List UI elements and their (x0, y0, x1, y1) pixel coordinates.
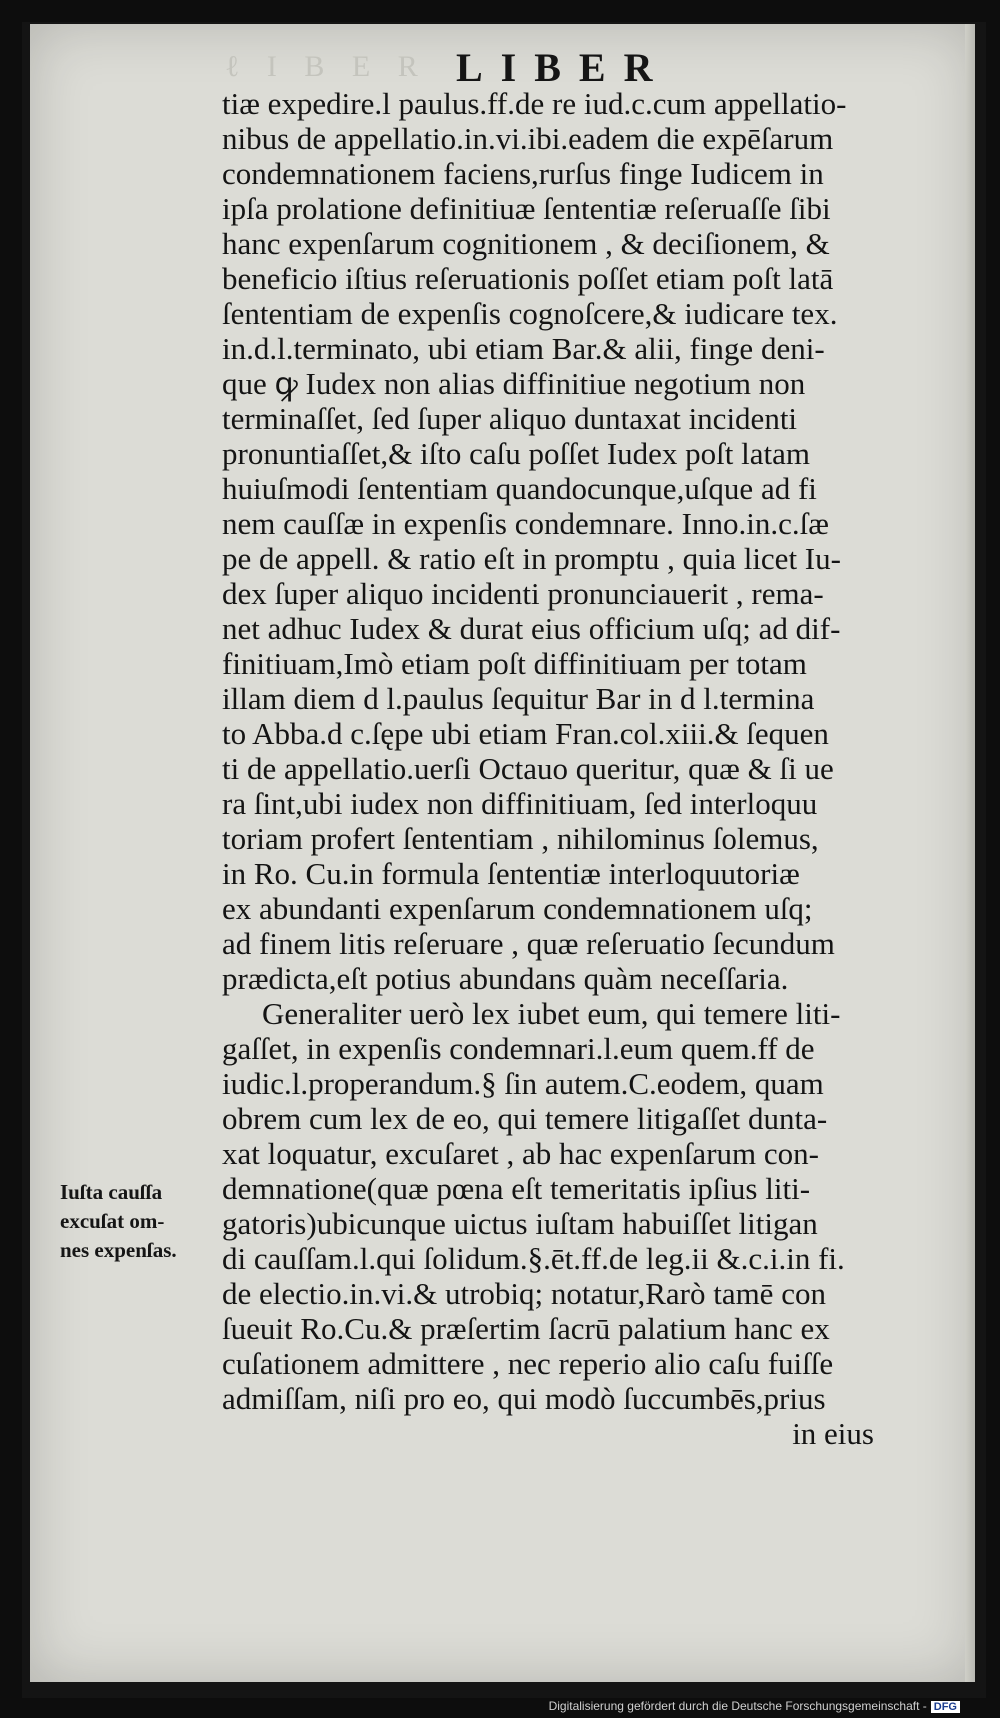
text-line: pe de appell. & ratio eſt in promptu , quia licet Iu- (222, 541, 841, 576)
text-line: in Ro. Cu.in formula ſententiæ interloquutoriæ (222, 856, 800, 891)
running-head: LIBER (456, 45, 671, 90)
text-line: in.d.l.terminato, ubi etiam Bar.& alii, finge deni- (222, 331, 825, 366)
digitization-credit (549, 1699, 960, 1713)
dfg-logo: DFG (931, 1701, 960, 1713)
text-line: xat loquatur, excuſaret , ab hac expenſarum con- (222, 1136, 819, 1171)
text-line: nibus de appellatio.in.vi.ibi.eadem die expēſarum (222, 121, 834, 156)
text-line: iudic.l.properandum.§ ſin autem.C.eodem, quam (222, 1066, 824, 1101)
text-line: ipſa prolatione definitiuæ ſententiæ reſeruaſſe ſibi (222, 191, 831, 226)
catchword: in eius (792, 1416, 874, 1451)
text-line: prædicta,eſt potius abundans quàm neceſſaria. (222, 961, 789, 996)
text-line: de electio.in.vi.& utrobiq; notatur,Rarò tamē con (222, 1276, 826, 1311)
text-line: ti de appellatio.uerſi Octauo queritur, quæ & ſi ue (222, 751, 834, 786)
text-line: admiſſam, niſi pro eo, qui modò ſuccumbēs,prius (222, 1381, 826, 1416)
text-line: beneficio iſtius reſeruationis poſſet etiam poſt latā (222, 261, 834, 296)
text-line: gaſſet, in expenſis condemnari.l.eum quem.ff de (222, 1031, 815, 1066)
text-line: terminaſſet, ſed ſuper aliquo duntaxat incidenti (222, 401, 798, 436)
text-line: illam diem d l.paulus ſequitur Bar in d l.termina (222, 681, 815, 716)
text-line: que ꝙ Iudex non alias diffinitiue negotium non (222, 366, 806, 401)
page-edge (965, 24, 975, 1682)
text-line: toriam profert ſententiam , nihilominus ſolemus, (222, 821, 819, 856)
text-line: ex abundanti expenſarum condemnationem uſq; (222, 891, 813, 926)
marginal-note-line: nes expenſas. (60, 1238, 177, 1262)
text-line: Generaliter uerò lex iubet eum, qui temere liti- (262, 996, 841, 1031)
credit-text: Digitalisierung gefördert durch die Deutsche Forschungsgemeinschaft - (548, 1699, 927, 1713)
text-line: to Abba.d c.ſępe ubi etiam Fran.col.xiii.& ſequen (222, 716, 829, 751)
text-line: ſententiam de expenſis cognoſcere,& iudicare tex. (222, 296, 838, 331)
marginal-note (60, 1178, 220, 1265)
text-line: net adhuc Iudex & durat eius officium uſq; ad dif- (222, 611, 841, 646)
text-line: ra ſint,ubi iudex non diffinitiuam, ſed interloquu (222, 786, 818, 821)
text-line: ad finem litis reſeruare , quæ reſeruatio ſecundum (222, 926, 835, 961)
show-through-heading: ℓ I B E R (225, 50, 428, 83)
marginal-note-line: excuſat om- (60, 1209, 165, 1233)
text-line: dex ſuper aliquo incidenti pronunciauerit , rema- (222, 576, 824, 611)
text-line: gatoris)ubicunque uictus iuſtam habuiſſet litigan (222, 1206, 818, 1241)
text-line: huiuſmodi ſententiam quandocunque,uſque ad fi (222, 471, 817, 506)
body-text (222, 86, 934, 1451)
text-line: cuſationem admittere , nec reperio alio caſu fuiſſe (222, 1346, 834, 1381)
text-line: di cauſſam.l.qui ſolidum.§.ēt.ff.de leg.ii &.c.i.in fi. (222, 1241, 845, 1276)
text-line: demnatione(quæ pœna eſt temeritatis ipſius liti- (222, 1171, 811, 1206)
text-line: condemnationem faciens,rurſus finge Iudicem in (222, 156, 824, 191)
text-line: nem cauſſæ in expenſis condemnare. Inno.in.c.ſæ (222, 506, 829, 541)
text-line: ſueuit Ro.Cu.& præſertim ſacrū palatium hanc ex (222, 1311, 830, 1346)
text-line: hanc expenſarum cognitionem , & deciſionem, & (222, 226, 830, 261)
text-line: tiæ expedire.l paulus.ff.de re iud.c.cum appellatio- (222, 86, 847, 121)
marginal-note-line: Iuſta cauſſa (60, 1180, 163, 1204)
text-line: pronuntiaſſet,& iſto caſu poſſet Iudex poſt latam (222, 436, 811, 471)
text-line: finitiuam,Imò etiam poſt diffinitiuam per totam (222, 646, 807, 681)
text-line: obrem cum lex de eo, qui temere litigaſſet dunta- (222, 1101, 828, 1136)
